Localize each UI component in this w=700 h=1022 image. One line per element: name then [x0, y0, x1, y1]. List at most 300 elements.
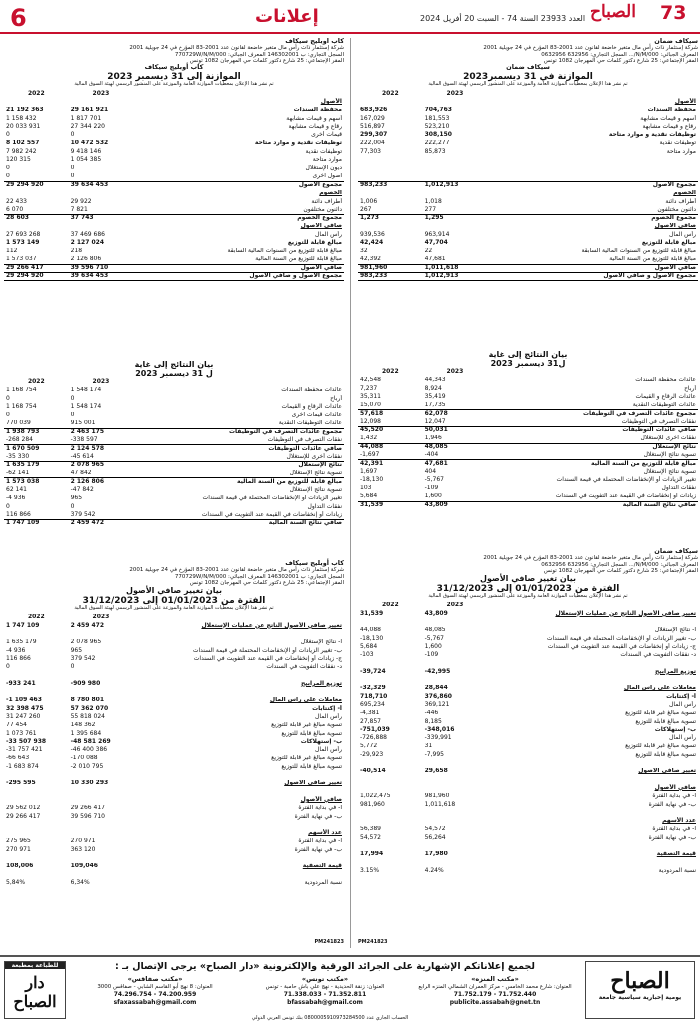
value-2022: 1 635 179	[6, 461, 40, 469]
value-2022: -29,923	[360, 751, 384, 758]
year-header-row	[4, 614, 344, 622]
table-row	[358, 685, 698, 693]
value-2022	[358, 173, 423, 181]
row-label: أطراف دائنة	[311, 197, 342, 205]
table-row	[4, 863, 344, 871]
table-row	[4, 486, 344, 494]
row-label: قيمات أخرى	[311, 131, 342, 139]
row-label: معاملات على رأس المال	[269, 696, 342, 704]
table-row	[4, 746, 344, 754]
statement-subtitle: الفترة من 01/01/2023 إلى 31/12/2023	[82, 595, 266, 606]
value-2022: 29 266 417	[4, 264, 69, 272]
table-row	[4, 198, 344, 206]
table-row	[4, 871, 344, 879]
value-2022: 31 247 260	[6, 713, 41, 720]
value-2022: -18,130	[360, 476, 384, 483]
year-header-row	[358, 90, 698, 98]
table-row	[4, 453, 344, 461]
value-2022	[4, 98, 69, 106]
value-2022	[358, 165, 423, 173]
row-label: نسبة المردودية	[658, 867, 696, 874]
table-row	[358, 485, 698, 493]
table-row	[4, 647, 344, 655]
row-label: عائدات التوظيفات النقدية	[487, 402, 698, 410]
table-row	[358, 165, 698, 173]
year-header-row	[4, 378, 344, 386]
table-row	[358, 256, 698, 264]
table-row	[4, 763, 344, 771]
value-2023: 4.24%	[424, 867, 444, 874]
row-label: ب- في نهاية الفترة	[648, 834, 696, 841]
row-label: رقاع و قيمات مشابهة	[642, 123, 696, 130]
row-label: توظيفات نقدية	[659, 139, 696, 147]
value-2022: 1,022,475	[360, 792, 391, 800]
value-2022: 29 266 417	[6, 812, 41, 820]
table-row	[358, 98, 698, 106]
table-row	[4, 148, 344, 156]
row-label: نفقات التصرف في التوظيفات	[487, 418, 698, 426]
value-2023: 47 842	[69, 470, 134, 478]
value-2022: 28 603	[6, 214, 29, 222]
row-label: دائنون مختلفون	[487, 206, 698, 214]
value-2023	[423, 817, 488, 825]
value-2023: -48 581 269	[70, 738, 111, 745]
value-2023: 37 469 686	[70, 231, 105, 238]
statement-subtitle: الفترة من 01/01/2023 إلى 31/12/2023	[436, 583, 620, 594]
table-row	[4, 156, 344, 164]
value-2022: -4,381	[360, 709, 380, 717]
table-row	[4, 107, 344, 115]
row-label: معاملات على رأس المال	[623, 684, 696, 692]
value-2022: 270 971	[6, 846, 31, 853]
value-2023: 363 120	[70, 846, 96, 853]
value-2023: 523,210	[424, 123, 450, 130]
value-2022: 29 294 920	[6, 181, 44, 189]
value-2023	[69, 688, 134, 696]
value-2023	[69, 771, 134, 779]
value-2022: 1 938 793	[6, 428, 40, 436]
row-label: أ- نتائج الإستغلال	[300, 638, 342, 646]
value-2023: 1,295	[424, 214, 444, 222]
page-number: 6	[10, 4, 27, 32]
row-label: مجموع عائدات التصرف في التوظيفات	[228, 428, 342, 436]
value-2023: 39 596 710	[69, 264, 134, 272]
value-2023: 17,735	[423, 402, 488, 410]
changes-section	[358, 548, 698, 875]
ad-code: PM241823	[358, 939, 388, 945]
table-row	[4, 511, 344, 519]
results-section	[358, 350, 698, 509]
value-2022: -40,514	[360, 767, 386, 775]
row-label: عدد الأسهم	[662, 817, 696, 825]
row-label: مبالغ قابلة للتوزيع من السنة المالية	[133, 256, 344, 264]
table-row	[358, 610, 698, 618]
table-row	[4, 713, 344, 721]
value-2022: 983,233	[360, 181, 388, 189]
value-2022: -32,329	[360, 684, 386, 692]
row-label: مبالغ قابلة للتوزيع من السنة المالية	[487, 256, 698, 264]
row-label: محفظة السندات	[293, 106, 342, 114]
section-title: إعلانات	[255, 6, 319, 27]
row-label: نفقات التصرف في التوظيفات	[133, 436, 344, 444]
row-label: أ- إكتتابات	[666, 692, 696, 700]
value-2022: 44,088	[360, 443, 384, 450]
row-label: مجموع الأصول	[652, 181, 696, 189]
value-2022: 77,303	[360, 148, 381, 155]
table-row	[358, 501, 698, 509]
table-row	[4, 879, 344, 887]
value-2023	[69, 630, 134, 638]
value-2023	[423, 98, 488, 106]
table-row	[358, 181, 698, 189]
value-2022: 0	[6, 164, 10, 172]
value-2022	[358, 842, 423, 850]
value-2023: 62,078	[424, 409, 448, 417]
row-label: نفقات أخرى للإستغلال	[133, 453, 344, 461]
table-row	[358, 851, 698, 859]
table-row	[358, 377, 698, 385]
value-2023	[423, 660, 488, 668]
value-2022: 15,070	[358, 402, 423, 410]
value-2022: -35 330	[4, 453, 69, 461]
value-2023: 29 922	[70, 197, 92, 205]
row-label: ب- في نهاية الفترة	[294, 846, 342, 853]
value-2023: 1,018	[424, 197, 442, 205]
row-label: أسهم و قيمات مشابهة	[640, 114, 696, 122]
value-2022: 44,088	[360, 626, 381, 634]
value-2023: 39 634 453	[69, 273, 134, 281]
table-row	[358, 718, 698, 726]
table-row	[4, 470, 344, 478]
table-row	[358, 264, 698, 272]
value-2022: 32	[360, 247, 368, 255]
year-header-row	[358, 602, 698, 610]
table-row	[358, 451, 698, 459]
table-row	[358, 123, 698, 131]
table-row	[358, 627, 698, 635]
value-2023	[423, 859, 488, 867]
row-label: ب- إستهلاكات	[300, 738, 342, 745]
table-row	[4, 239, 344, 247]
value-2022: 5,684	[358, 493, 423, 501]
table-row	[358, 190, 698, 198]
assabah-logo: الصباح يومية إخبارية سياسية جامعة	[585, 961, 695, 1019]
changes-table	[358, 602, 698, 876]
table-row	[358, 776, 698, 784]
table-row	[358, 115, 698, 123]
value-2023: 1,011,618	[424, 800, 456, 808]
table-row	[358, 107, 698, 115]
office-sfax: «مكتب صفاقس» العنوان: 8 نهج أبو القاسم الشابي - صفاقس 3000 74.296.754 - 74.200.959 sfaxassabah@gmail.com	[70, 975, 240, 1007]
value-2023	[423, 759, 488, 767]
row-label: أ- في بداية الفترة	[298, 804, 342, 812]
table-row	[358, 768, 698, 776]
table-row	[4, 420, 344, 428]
table-row	[4, 813, 344, 821]
value-2022: 108,006	[6, 862, 34, 870]
row-label	[133, 821, 344, 829]
statement-company: كاب أوبليج سيكاف	[144, 63, 204, 72]
value-2022: 1 073 761	[6, 729, 37, 737]
value-2022: 31,539	[360, 609, 384, 617]
value-2022: 103	[360, 484, 372, 492]
email-link[interactable]: sfaxassabah@gmail.com	[113, 999, 197, 1007]
row-label: مبالغ قابلة للتوزيع	[287, 239, 342, 247]
value-2022: -1 109 463	[6, 696, 42, 704]
row-label: تغيير صافي الأصول	[284, 779, 342, 787]
row-label: موارد متاحة	[312, 156, 342, 164]
table-row	[4, 140, 344, 148]
company-intro: شركة إستثمار ذات رأس مال متغير خاضعة لقانون عدد 2001-83 المؤرخ في 24 جويلية 2001 المعرف الجبائي: N/M/000/... السجل التجاري: 632956 0632956 المقر الإجتماعي: 25 شارع دكتور كلمات حي المهرجان 1082 تونس	[483, 45, 698, 65]
row-label: مجموع عائدات التصرف في التوظيفات	[582, 409, 696, 417]
row-label: د- نفقات التفويت في السندات	[620, 651, 696, 659]
value-2023: -909 980	[70, 680, 101, 687]
row-label: تسوية مبالغ غير قابلة للتوزيع	[271, 721, 342, 729]
table-row	[4, 206, 344, 214]
row-label: رأس المال	[315, 231, 342, 238]
value-2023	[69, 821, 134, 829]
row-label	[133, 854, 344, 862]
footer-title: لجميع إعلاناتكم الإشهارية على الجرائد الورقية والإلكترونية «دار الصباح» يرجى الإتصال بـ :	[115, 961, 535, 972]
row-label: عائدات الرقاع و القيمات	[635, 393, 696, 400]
value-2023: 43,809	[424, 609, 448, 617]
statement-note: تم نشر هذا الإعلان بمعطيات الموازنة العامة والموزعة على المنشور الرسمي لهيئة السوق المالية	[74, 604, 274, 611]
value-2022: -295 595	[6, 779, 36, 787]
row-label: عائدات محفظة السندات	[635, 376, 696, 384]
table-row	[358, 759, 698, 767]
value-2022: 1,432	[358, 435, 423, 443]
table-row	[358, 493, 698, 501]
results-table	[358, 368, 698, 509]
value-2023	[423, 776, 488, 784]
table-row	[4, 248, 344, 256]
value-2023: 915 001	[69, 420, 134, 428]
value-2023	[423, 173, 488, 181]
statement-subtitle: ل31 ديسمبر 2023	[490, 359, 566, 369]
value-2023: 181,553	[424, 114, 450, 122]
table-row	[358, 206, 698, 214]
statement-title: بيان النتائج إلى غاية	[488, 350, 568, 359]
changes-section	[4, 560, 344, 887]
value-2022: 0	[6, 502, 10, 510]
value-2022: 22 433	[6, 197, 27, 205]
value-2023: 963,914	[424, 231, 450, 238]
value-2022: 0	[4, 173, 69, 181]
table-row	[4, 705, 344, 713]
value-2023: 379 542	[69, 511, 134, 519]
table-row	[4, 655, 344, 663]
row-label	[487, 759, 698, 767]
value-2023: -109	[424, 651, 439, 659]
row-label: أسهم و قيمات مشابهة	[286, 114, 342, 122]
row-label: أصول أخرى	[133, 173, 344, 181]
value-2022	[4, 788, 69, 796]
row-label: توزيع المرابيح	[654, 668, 696, 675]
value-2022	[4, 854, 69, 862]
value-2023	[69, 854, 134, 862]
row-label	[487, 809, 698, 817]
statement-note: تم نشر هذا الإعلان بمعطيات الموازنة العامة والموزعة على المنشور الرسمي لهيئة السوق المالية	[428, 81, 628, 88]
value-2023	[423, 784, 488, 792]
row-label: عائدات قيمات أخرى	[291, 411, 342, 419]
email-link[interactable]: bfassabah@gmail.com	[287, 999, 363, 1007]
year-header: 2022	[27, 89, 45, 97]
value-2022: 29 294 920	[4, 273, 69, 281]
table-row	[358, 214, 698, 222]
balance-section	[4, 38, 344, 281]
table-row	[358, 817, 698, 825]
value-2023: 17,980	[424, 850, 448, 858]
row-label: صافي عائدات التوظيفات	[622, 426, 696, 434]
value-2022: 42,424	[360, 239, 384, 247]
table-row	[358, 410, 698, 418]
value-2023: 47,704	[424, 239, 448, 247]
value-2022: -66 643	[6, 754, 30, 762]
row-label: تغيير صافي الأصول	[638, 767, 696, 775]
dar-assabah-print-logo: للطباعة بمطبعة دار الصباح	[4, 961, 66, 1019]
newspaper-anniversary-number: 73	[660, 2, 687, 24]
row-label: ج- زيادات أو إنخفاضات في القيمة عند التفويت في السندات	[193, 655, 342, 662]
table-row	[358, 618, 698, 626]
value-2022: 1 573 149	[6, 239, 40, 247]
year-header-row	[358, 368, 698, 376]
value-2022	[358, 223, 423, 231]
value-2023	[423, 618, 488, 626]
value-2023: -5,767	[424, 476, 444, 483]
table-row	[4, 395, 344, 403]
row-label	[487, 165, 698, 173]
value-2022: 1 573 037	[4, 256, 69, 264]
value-2022: 27 693 268	[6, 231, 41, 238]
value-2023: 2 126 806	[70, 477, 105, 485]
year-header: 2023	[92, 89, 110, 97]
value-2023: 2 127 024	[70, 239, 105, 247]
year-header: 2023	[92, 378, 110, 386]
value-2022: 42,548	[360, 376, 381, 384]
email-link[interactable]: publicite.assabah@gnet.tn	[449, 999, 541, 1007]
row-label: مجموع الأصول	[298, 181, 342, 189]
value-2022: -1 683 874	[6, 763, 39, 770]
row-label	[133, 672, 344, 680]
row-label: مبالغ قابلة للتوزيع من السنة المالية	[591, 459, 696, 467]
row-label: الأصول	[320, 98, 342, 105]
value-2022	[358, 98, 423, 106]
year-header: 2023	[446, 368, 464, 376]
value-2022: 1 168 754	[6, 386, 37, 394]
value-2023: 0	[70, 663, 75, 671]
value-2023: 12,047	[423, 418, 488, 426]
value-2023: -46 400 386	[70, 746, 108, 754]
table-row	[4, 256, 344, 264]
row-label: تسوية نتائج الإستغلال	[643, 467, 696, 475]
table-row	[4, 428, 344, 436]
value-2023: 270 971	[70, 837, 96, 845]
table-row	[4, 503, 344, 511]
value-2023: 29,658	[424, 767, 448, 775]
value-2023: 2 126 806	[69, 256, 134, 264]
row-label: نفقات التداول	[307, 502, 342, 510]
value-2023: 39 634 453	[70, 181, 109, 189]
row-label: زيادات أو إنخفاضات في القيمة عند التفويت في السندات	[487, 493, 698, 501]
value-2023: 404	[424, 467, 437, 475]
newspaper-logo: الصباح	[590, 2, 636, 22]
row-label: صافي الأصول	[654, 784, 696, 791]
value-2023: -5,767	[424, 634, 444, 642]
table-row	[4, 223, 344, 231]
value-2022: 7 982 242	[6, 148, 37, 155]
value-2022	[4, 688, 69, 696]
row-label	[487, 660, 698, 668]
value-2023: 47,681	[424, 459, 448, 467]
value-2022: 3.15%	[360, 867, 380, 874]
value-2023: 8,924	[424, 384, 442, 392]
table-row	[4, 131, 344, 139]
table-row	[358, 156, 698, 164]
row-label: تسوية مبالغ قابلة للتوزيع	[635, 751, 696, 758]
value-2022: 1,273	[360, 214, 379, 222]
year-header: 2022	[27, 378, 45, 386]
value-2022: 42,391	[360, 459, 384, 467]
value-2022: 0	[6, 394, 10, 402]
row-label: نسبة المردودية	[304, 879, 342, 886]
value-2023	[69, 871, 134, 879]
value-2023: 222,277	[424, 139, 450, 147]
value-2022: 718,710	[360, 692, 388, 700]
row-label: صافي الأصول	[487, 264, 698, 272]
value-2023: 965	[70, 494, 83, 502]
value-2022: 17,994	[360, 850, 384, 858]
row-label: ب- إستهلاكات	[654, 726, 696, 733]
value-2022: 1 168 754	[6, 403, 37, 410]
row-label: ب- في نهاية الفترة	[294, 812, 342, 820]
value-2023: 1 548 174	[70, 403, 102, 410]
row-label: أ- في بداية الفترة	[652, 825, 696, 833]
table-row	[4, 98, 344, 106]
value-2023: 37 743	[70, 214, 94, 222]
table-row	[4, 264, 344, 272]
row-label: تسوية مبالغ غير قابلة للتوزيع	[271, 754, 342, 762]
value-2022: 6 070	[4, 206, 69, 214]
statement-note: تم نشر هذا الإعلان بمعطيات الموازنة العامة والموزعة على المنشور الرسمي لهيئة السوق المالية	[74, 81, 274, 88]
table-row	[358, 385, 698, 393]
row-label: موارد متاحة	[666, 148, 696, 155]
row-label: قيمة التصفية	[656, 850, 696, 858]
value-2022: 222,004	[360, 139, 385, 147]
table-row	[358, 842, 698, 850]
value-2022: 275 965	[6, 837, 31, 845]
table-row	[358, 801, 698, 809]
value-2022	[4, 190, 69, 198]
table-row	[358, 273, 698, 281]
row-label	[487, 776, 698, 784]
value-2022: 167,029	[360, 114, 385, 122]
table-row	[4, 672, 344, 680]
value-2022: 29 562 012	[6, 804, 41, 812]
office-tunis: «مكتب تونس» العنوان: زنقة الحديدية - نهج علي باش حامبة - تونس 71.338.033 - 71.352.811 bfassabah@gmail.com	[240, 975, 410, 1007]
table-row	[4, 838, 344, 846]
company-intro: شركة إستثمار ذات رأس مال متغير خاضعة لقانون عدد 2001-83 المؤرخ في 24 جويلية 2001 السجل التجاري: ب 146302001 المعرف الجبائي: 770729W/N/M/000 المقر الإجتماعي: 25 شارع دكتور كلمات حي المهرجان 1082 تونس	[129, 45, 344, 65]
table-row	[4, 738, 344, 746]
value-2023: 2 459 472	[70, 621, 105, 629]
value-2022	[358, 776, 423, 784]
value-2022: -39,724	[360, 668, 386, 675]
value-2023: 0	[70, 394, 75, 402]
table-row	[358, 460, 698, 468]
table-row	[358, 859, 698, 867]
value-2023: -446	[424, 709, 439, 717]
row-label: ب- تغيير الزيادات أو الإنخفاضات المحتملة في قيمة السندات	[546, 634, 696, 642]
value-2022: -33 507 938	[6, 738, 47, 745]
